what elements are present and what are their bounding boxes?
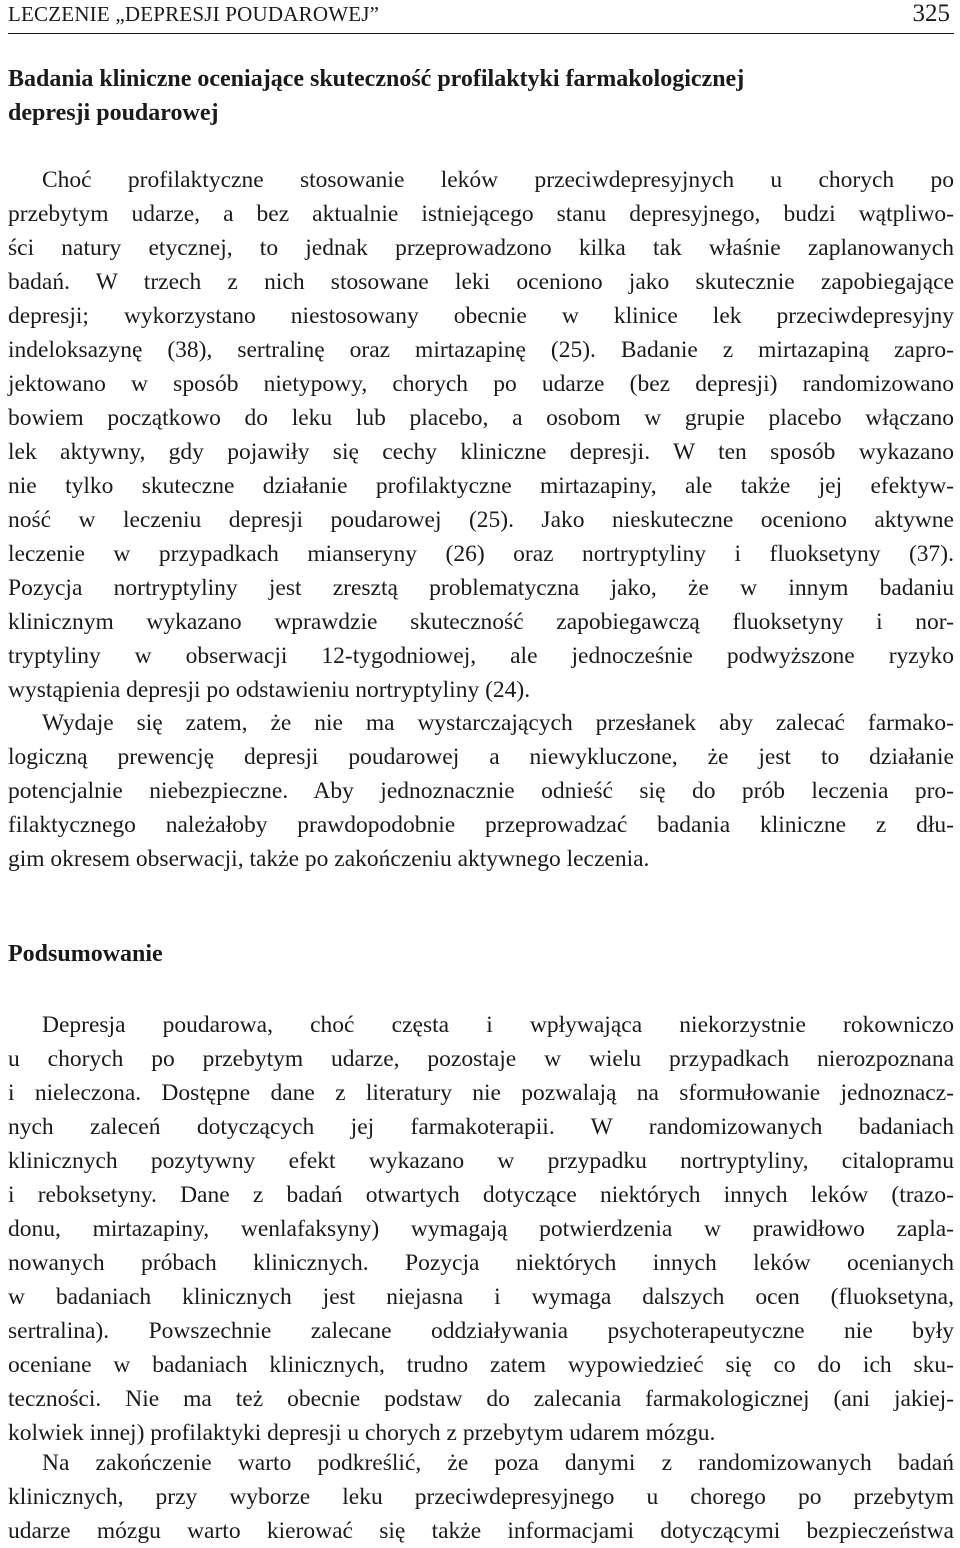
text-line: bowiem początkowo do leku lub placebo, a osobom w grupie placebo włączano [8, 405, 954, 431]
text-line: i reboksetyny. Dane z badań otwartych dotyczące niektórych innych leków (trazo- [8, 1182, 954, 1208]
paragraph-summary [8, 1008, 954, 1450]
paragraph-prevention-conclusion [8, 706, 954, 876]
text-line: leczenie w przypadkach mianseryny (26) oraz nortryptyliny i fluoksetyny (37). [8, 541, 954, 567]
text-line: Depresja poudarowa, choć częsta i wpływająca niekorzystnie rokowniczo [42, 1012, 954, 1038]
section-heading-clinical-trials [8, 62, 954, 130]
text-line: depresji; wykorzystano niestosowany obecnie w klinice lek przeciwdepresyjny [8, 303, 954, 329]
text-line: w badaniach klinicznych jest niejasna i wymaga dalszych ocen (fluoksetyna, [8, 1284, 954, 1310]
running-header [8, 0, 954, 34]
text-line: Choć profilaktyczne stosowanie leków przeciwdepresyjnych u chorych po [42, 167, 954, 193]
text-line: przebytym udarze, a bez aktualnie istniejącego stanu depresyjnego, budzi wątpliwo- [8, 201, 954, 227]
running-title: LECZENIE „DEPRESJI POUDAROWEJ” [8, 2, 380, 26]
text-line: i nieleczona. Dostępne dane z literatury nie pozwalają na sformułowanie jednoznacz- [8, 1080, 954, 1106]
text-line: klinicznych pozytywny efekt wykazano w przypadku nortryptyliny, citalopramu [8, 1148, 954, 1174]
text-line: sertralina). Powszechnie zalecane oddziaływania psychoterapeutyczne nie były [8, 1318, 954, 1344]
text-line: nie tylko skuteczne działanie profilaktyczne mirtazapiny, ale także jej efektyw- [8, 473, 954, 499]
text-line: wystąpienia depresji po odstawieniu nortryptyliny (24). [8, 677, 531, 703]
text-line: potencjalnie niebezpieczne. Aby jednoznacznie odnieść się do prób leczenia pro- [8, 778, 954, 804]
text-line: Wydaje się zatem, że nie ma wystarczających przesłanek aby zalecać farmako- [42, 710, 954, 736]
heading-line: Badania kliniczne oceniające skuteczność profilaktyki farmakologicznej [8, 66, 745, 92]
text-line: ści natury etycznej, to jednak przeprowadzono kilka tak właśnie zaplanowanych [8, 235, 954, 261]
heading-line: depresji poudarowej [8, 100, 219, 126]
text-line: donu, mirtazapiny, wenlafaksyny) wymagają potwierdzenia w prawidłowo zapla- [8, 1216, 954, 1242]
text-line: lek aktywny, gdy pojawiły się cechy kliniczne depresji. W ten sposób wykazano [8, 439, 954, 465]
text-line: nowanych próbach klinicznych. Pozycja niektórych innych leków ocenianych [8, 1250, 954, 1276]
text-line: filaktycznego należałoby prawdopodobnie przeprowadzać badania kliniczne z dłu- [8, 812, 954, 838]
page-number: 325 [912, 0, 950, 27]
text-line: klinicznych, przy wyborze leku przeciwdepresyjnego u chorego po przebytym [8, 1484, 954, 1510]
text-line: jektowano w sposób nietypowy, chorych po udarze (bez depresji) randomizowano [8, 371, 954, 397]
text-line: nych zaleceń dotyczących jej farmakoterapii. W randomizowanych badaniach [8, 1114, 954, 1140]
text-line: oceniane w badaniach klinicznych, trudno zatem wypowiedzieć się co do ich sku- [8, 1352, 954, 1378]
paragraph-final-remarks [8, 1446, 954, 1548]
text-line: badań. W trzech z nich stosowane leki oceniono jako skutecznie zapobiegające [8, 269, 954, 295]
text-line: indeloksazynę (38), sertralinę oraz mirtazapinę (25). Badanie z mirtazapiną zapro- [8, 337, 954, 363]
text-line: Pozycja nortryptyliny jest zresztą problematyczna jako, że w innym badaniu [8, 575, 954, 601]
text-line: gim okresem obserwacji, także po zakończeniu aktywnego leczenia. [8, 846, 650, 872]
text-line: kolwiek innej) profilaktyki depresji u chorych z przebytym udarem mózgu. [8, 1420, 716, 1446]
text-line: logiczną prewencję depresji poudarowej a niewykluczone, że jest to działanie [8, 744, 954, 770]
text-line: udarze mózgu warto kierować się także informacjami dotyczącymi bezpieczeństwa [8, 1518, 954, 1544]
text-line: klinicznym wykazano wprawdzie skuteczność zapobiegawczą fluoksetyny i nor- [8, 609, 954, 635]
text-line: tryptyliny w obserwacji 12-tygodniowej, ale jednocześnie podwyższone ryzyko [8, 643, 954, 669]
paragraph-prophylaxis-trials [8, 163, 954, 707]
text-line: Na zakończenie warto podkreślić, że poza danymi z randomizowanych badań [42, 1450, 954, 1476]
text-line: teczności. Nie ma też obecnie podstaw do zalecania farmakologicznej (ani jakiej- [8, 1386, 954, 1412]
text-line: ność w leczeniu depresji poudarowej (25). Jako nieskuteczne oceniono aktywne [8, 507, 954, 533]
text-line: u chorych po przebytym udarze, pozostaje w wielu przypadkach nierozpoznana [8, 1046, 954, 1072]
section-heading-summary: Podsumowanie [8, 941, 163, 967]
